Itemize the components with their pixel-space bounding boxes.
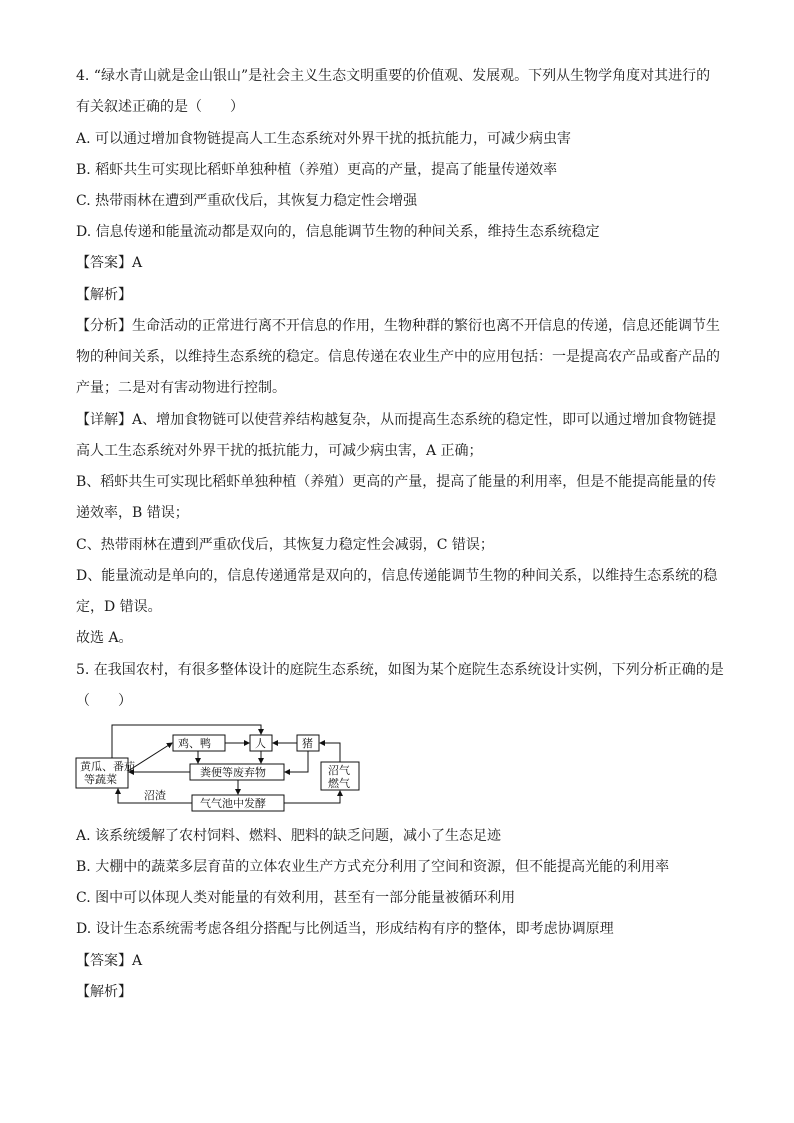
q4-analysis-line-1: 【分析】生命活动的正常进行离不开信息的作用，生物种群的繁衍也离不开信息的传递，信息还能调节生 [76,318,720,334]
q5-option-d: D. 设计生态系统需考虑各组分搭配与比例适当，形成结构有序的整体，即考虑协调原理 [76,921,614,937]
biogas-label-1: 沼气 [328,764,350,777]
pig-label: 猪 [302,737,313,750]
fermentation-label: 气气池中发酵 [200,797,266,810]
q5-stem-line-1: 5. 在我国农村，有很多整体设计的庭院生态系统，如图为某个庭院生态系统设计实例，下列分析正确的是 [76,662,724,678]
q4-analysis-line-3: 产量；二是对有害动物进行控制。 [76,380,286,396]
q4-detail-line-2: 高人工生态系统对外界干扰的抵抗能力，可减少病虫害，A 正确； [76,443,483,459]
human-label: 人 [255,737,266,750]
pig-to-waste-arrow [285,751,308,772]
q4-detail-line-7: 定，D 错误。 [76,599,162,615]
q4-answer: 【答案】A [76,255,143,271]
vegetables-label-1: 黄瓜、番茄 [80,760,135,773]
q4-option-c: C. 热带雨林在遭到严重砍伐后，其恢复力稳定性会增强 [76,193,418,209]
q4-detail-line-5: C、热带雨林在遭到严重砍伐后，其恢复力稳定性会减弱，C 错误； [76,537,494,553]
q4-detail-line-1: 【详解】A、增加食物链可以使营养结构越复杂，从而提高生态系统的稳定性，即可以通过增加食物链提 [76,412,717,428]
q5-option-a: A. 该系统缓解了农村饲料、燃料、肥料的缺乏问题，减小了生态足迹 [76,828,502,844]
q4-analysis-heading: 【解析】 [76,287,132,303]
q4-detail-line-3: B、稻虾共生可实现比稻虾单独种植（养殖）更高的产量，提高了能量的利用率，但是不能提高能量的传 [76,474,717,490]
q4-stem-line-1: 4. “绿水青山就是金山银山”是社会主义生态文明重要的价值观、发展观。下列从生物学角度对其进行的 [76,68,711,84]
biogas-label-2: 燃气 [328,777,350,790]
q4-analysis-line-2: 物的种间关系，以维持生态系统的稳定。信息传递在农业生产中的应用包括：一是提高农产品或畜产品的 [76,349,720,365]
biogas-to-pig-arrow [320,743,340,762]
q4-option-d: D. 信息传递和能量流动都是双向的，信息能调节生物的种间关系，维持生态系统稳定 [76,224,600,240]
fermentation-to-biogas-arrow [284,791,340,803]
q5-answer: 【答案】A [76,953,143,969]
waste-label: 粪便等废弃物 [200,766,266,779]
q5-stem-line-2: （ ） [76,693,132,709]
residue-label: 沼渣 [144,789,166,802]
q5-analysis-heading: 【解析】 [76,984,132,1000]
q4-option-a: A. 可以通过增加食物链提高人工生态系统对外界干扰的抵抗能力，可减少病虫害 [76,131,572,147]
q4-option-b: B. 稻虾共生可实现比稻虾单独种植（养殖）更高的产量，提高了能量传递效率 [76,162,558,178]
q4-detail-line-6: D、能量流动是单向的，信息传递通常是双向的，信息传递能调节生物的种间关系，以维持生态系统的稳 [76,568,718,584]
q4-stem-line-2: 有关叙述正确的是（ ） [76,99,244,115]
ecosystem-flow-diagram [74,722,374,814]
q4-conclusion: 故选 A。 [76,630,133,646]
vegetables-label-2: 等蔬菜 [84,773,117,786]
poultry-label: 鸡、鸭 [178,737,211,750]
q4-detail-line-4: 递效率，B 错误； [76,505,189,521]
q5-option-b: B. 大棚中的蔬菜多层育苗的立体农业生产方式充分利用了空间和资源，但不能提高光能的利用率 [76,859,670,875]
q5-option-c: C. 图中可以体现人类对能量的有效利用，甚至有一部分能量被循环利用 [76,890,516,906]
